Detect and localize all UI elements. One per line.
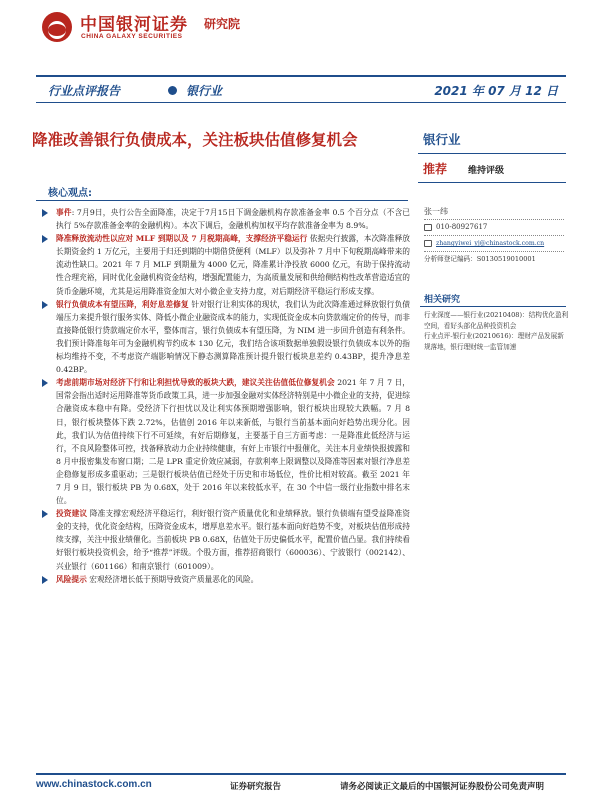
bullet-arrow-icon (42, 576, 48, 584)
divider (418, 182, 566, 183)
paragraph-text: 降准支撑宏观经济平稳运行，利好银行资产质量优化和业绩释放。银行负债端有望受益降准资金的支持，优化资金结构，压降资金成本，增厚息差水平。银行基本面向好趋势不变，对板块估值形成持续支撑，关注中报业绩催化。当前板块 PB 0.68X，估值处于历史偏低水平，配置价值凸显。我们持续看好银行板块投资机会，给予“推荐”评级。个股方面，推荐招商银行（600036）、宁波银行（002142）、兴业银行（601166）和南京银行（601009）。 (56, 509, 410, 571)
key-points (40, 206, 410, 706)
logo-text-en: CHINA GALAXY SECURITIES (81, 33, 183, 40)
related-item[interactable]: 行业点评-银行业(20210616)：理财产品发展新规落地，银行理财统一监管加速 (424, 332, 564, 351)
report-type: 行业点评报告 (48, 84, 121, 98)
paragraph (40, 298, 410, 377)
bullet-arrow-icon (42, 301, 48, 309)
industry-label: 银行业 (186, 84, 223, 98)
analyst-info (424, 206, 574, 265)
paragraph (40, 232, 410, 297)
bullet-arrow-icon (42, 510, 48, 518)
analyst-email-row (424, 238, 574, 249)
analyst-registration: 分析师登记编码：S0130519010001 (424, 255, 536, 263)
paragraph (40, 507, 410, 572)
divider (424, 251, 564, 252)
rating-label: 推荐 (423, 162, 448, 176)
paragraph-text: : 7月9日，央行公告全面降准，决定于7月15日下调金融机构存款准备金率 0.5 个百分点（不含已执行 5%存款准备金率的金融机构）。本次下调后，金融机构加权平均存款准备金率为 8.9%。 (56, 208, 410, 231)
footer-center: 证券研究报告 (230, 782, 282, 792)
institute-label: 研究院 (204, 17, 241, 31)
divider (418, 153, 566, 154)
related-heading: 相关研究 (424, 295, 461, 305)
analyst-name: 张一纬 (424, 207, 448, 216)
report-info-bar (36, 75, 566, 103)
divider (36, 773, 566, 775)
analyst-phone-row (424, 222, 574, 233)
bullet-arrow-icon (42, 235, 48, 243)
paragraph-lead: 考虑前期市场对经济下行和让利担忧导致的板块大跌，建议关注估值低位修复机会 (56, 378, 335, 388)
paragraph (40, 573, 410, 586)
related-item[interactable]: 行业深度——银行业(20210408)：结构优化盈利空间，看好头部化品种投资机会 (424, 311, 569, 330)
paragraph-lead: 投资建议 (56, 509, 88, 519)
paragraph-lead: 银行负债成本有望压降，利好息差修复 (56, 299, 189, 309)
bullet-dot-icon (168, 86, 177, 95)
divider (420, 306, 566, 307)
divider (36, 200, 408, 201)
paragraph (40, 206, 410, 232)
paragraph-text: 针对银行让利实体的现状，我们认为此次降准通过释放银行负债端压力来提升银行服务实体、降低小微企业融资成本的能力，实现低资金成本向贷款端定价的传导，而非直接降低银行贷款端定价水平，整体而言，银行负债成本有望压降，为 NIM 进一步回升创造有利条件。我们预计降准每年可为金融机构节约成本 130 亿元，我们结合该项数据单独假设银行负债成本以外的指标均维持不变，不考虑资产端影响情况下静态测算降准预计提升银行板块息差约 0.43BP，提升净息差 0.42BP。 (56, 299, 410, 375)
paragraph-lead: 事件 (56, 208, 72, 217)
paragraph-text: 依据央行披露，本次降准释放长期资金约 1 万亿元，主要用于归还到期的中期借贷便利（MLF）以及弥补 7 月中下旬税期高峰带来的流动性缺口。2021 年 7 月 MLF 到期量为 4000 亿元，降准累计净投放 6000 亿元，有助于保持流动性合理充裕，同时优化金融机构资金结构，增强配置能力，为高质量发展和供给侧结构性改革营造适宜的货币金融环境，尤其是运用降准资金加大对小微企业支持力度，对后期经济平稳运行形成支撑。 (56, 234, 410, 296)
paragraph (40, 376, 410, 507)
bullet-arrow-icon (42, 379, 48, 387)
paragraph-lead: 降准释放流动性以应对 MLF 到期以及 7 月税期高峰，支撑经济平稳运行 (56, 234, 308, 244)
phone-icon (424, 224, 432, 231)
rating-sub: 维持评级 (468, 166, 505, 176)
related-list (424, 310, 570, 352)
title-industry: 银行业 (423, 132, 461, 147)
report-date: 2021 年 07 月 12 日 (434, 84, 558, 98)
footer-url[interactable]: www.chinastock.com.cn (36, 779, 152, 790)
logo-text-cn: 中国银河证券 (80, 15, 188, 35)
logo-icon (42, 12, 72, 42)
paragraph-text: 宏观经济增长低于预期导致资产质量恶化的风险。 (86, 574, 259, 584)
key-points-heading: 核心观点: (48, 188, 92, 199)
divider (424, 219, 564, 220)
report-title: 降准改善银行负债成本，关注板块估值修复机会 (32, 131, 358, 149)
paragraph-lead: 风险提示 (56, 574, 87, 584)
header (0, 0, 600, 52)
divider (424, 235, 564, 236)
email-icon (424, 240, 432, 247)
paragraph-text: 2021 年 7 月 7 日，国常会指出适时运用降准等货币政策工具，进一步加强金融对实体经济特别是中小微企业的支持，促进综合融资成本稳中有降。受经济下行担忧以及让利实体预期增强影响，银行板块出现较大跌幅。7 月 8 日，银行板块整体下跌 2.72%，估值创 2016 年以来新低，与银行当前基本面向好趋势出现分化。因此，我们认为估值持续下行不可延续，有好后期修复，主要基于自三方面考虑：一是降准此低经济与运行，不良风险整体可控，找备释放动力企业持续健康，有好上市银行中报催化，关注本月业绩快报披露和 8 月中报密集发布窗口期；二是 LPR 重定价效应减弱，存款利率上限调整以及降准等因素对银行净息差企稳修复形成多重驱动；三是银行板块估值已经处于历史和市场低位，性价比相对较高。截至 2021 年 7 月 9 日，银行板块 PB 为 0.68X，处于 2016 年以来较低水平，在 30 个中信一级行业指数中排名末位。 (56, 378, 410, 506)
analyst-email[interactable]: zhangyiwei_yj@chinastock.com.cn (436, 240, 545, 247)
footer-disclaimer: 请务必阅读正文最后的中国银河证券股份公司免责声明 (340, 782, 545, 792)
analyst-phone: 010-80927617 (436, 223, 488, 231)
bullet-arrow-icon (42, 209, 48, 217)
